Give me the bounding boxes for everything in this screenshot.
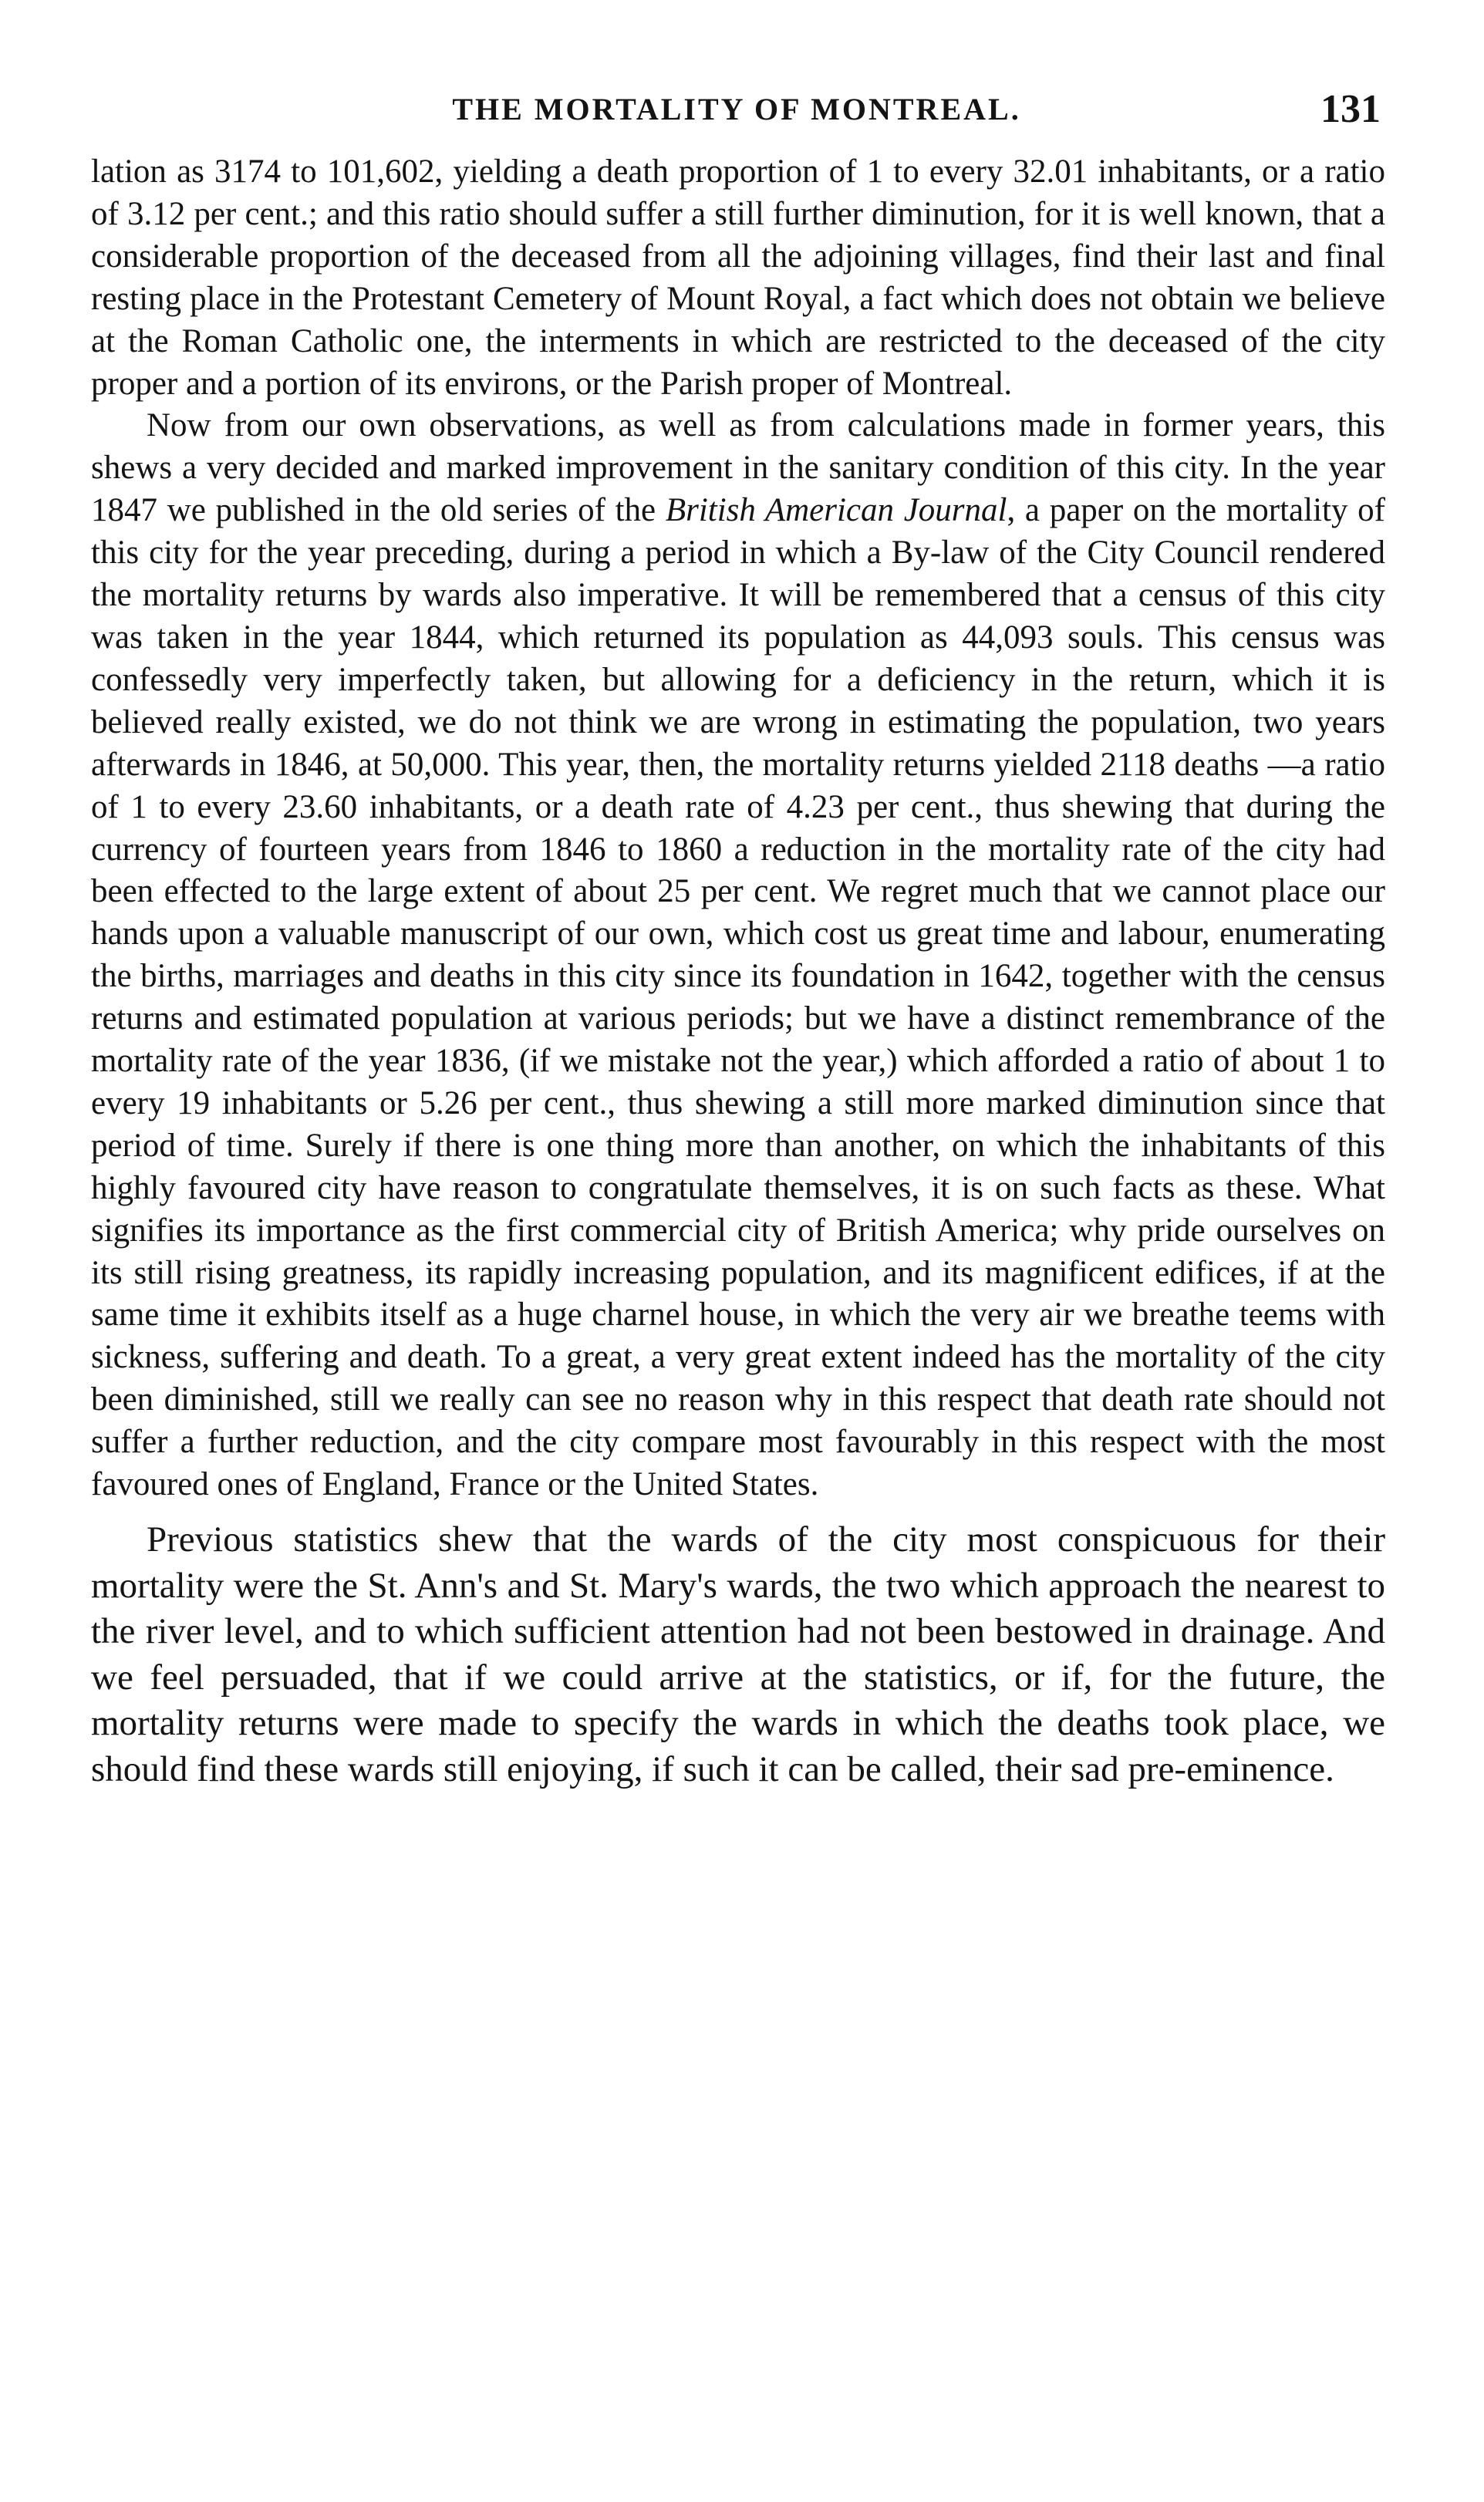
running-title: THE MORTALITY OF MONTREAL. <box>452 92 1021 126</box>
page-number: 131 <box>1320 87 1381 131</box>
paragraph-text-start: Now from our own observations, as well as from calculations made in former years, this shews a very decided and marked improvement in the sanitary condition of this city. In the year 1847 we published in the old series of the <box>91 407 1385 529</box>
paragraph-text-end: , a paper on the mortality of this city for the year preceding, during a period in which a By-law of the City Council rendered the mortality returns by wards also imperative. It will be remembered that a census of this city was taken in the year 1844, which returned its population as 44,093 souls. This census was confessedly very imperfectly taken, but allowing for a deficiency in the return, which it is believed really existed, we do not think we are wrong in estimating the population, two years afterwards in 1846, at 50,000. This year, then, the mortality returns yielded 2118 deaths —a ratio of 1 to every 23.60 inhabitants, or a death rate of 4.23 per cent., thus shewing that during the currency of fourteen years from 1846 to 1860 a reduction in the mortality rate of the city had been effected to the large extent of about 25 per cent. We regret much that we cannot place our hands upon a valuable manuscript of our own, which cost us great time and labour, enumerating the births, marriages and deaths in this city since its foundation in 1642, together with the census returns and estimated population at various periods; but we have a distinct remembrance of the mortality rate of the year 1836, (if we mistake not the year,) which afforded a ratio of about 1 to every 19 inhabitants or 5.26 per cent., thus shewing a still more marked diminution since that period of time. Surely if there is one thing more than another, on which the inhabitants of this highly favoured city have reason to congratulate themselves, it is on such facts as these. What signifies its importance as the first commercial city of British America; why pride ourselves on its still rising greatness, its rapidly increasing population, and its magnificent edifices, if at the same time it exhibits itself as a huge charnel house, in which the very air we breathe teems with sickness, suffering and death. To a great, a very great extent indeed has the mortality of the city been diminished, still we really can see no reason why in this respect that death rate should not suffer a further reduction, and the city compare most favourably in this respect with the most favoured ones of England, France or the United States. <box>91 492 1385 1503</box>
paragraph-ward-statistics: Previous statistics shew that the wards of the city most conspicuous for their mortality were the St. Ann's and St. Mary's wards, the two which approach the nearest to the river level, and to which sufficient attention had not been bestowed in drainage. And we feel persuaded, that if we could arrive at the statistics, or if, for the future, the mortality returns were made to specify the wards in which the deaths took place, we should find these wards still enjoying, if such it can be called, their sad pre-eminence. <box>91 1519 1385 1789</box>
paragraph-mortality-comparison <box>91 405 1385 1506</box>
body-text <box>91 151 1385 1793</box>
running-head <box>93 87 1381 137</box>
journal-title: British American Journal <box>665 492 1007 529</box>
paragraph-continuation: lation as 3174 to 101,602, yielding a death proportion of 1 to every 32.01 inhabitants, or a ratio of 3.12 per cent.; and this ratio should suffer a still further diminution, for it is well known, that a considerable proportion of the deceased from all the adjoining villages, find their last and final resting place in the Protestant Cemetery of Mount Royal, a fact which does not obtain we believe at the Roman Catholic one, the interments in which are restricted to the deceased of the city proper and a portion of its environs, or the Parish proper of Montreal. <box>91 153 1385 402</box>
